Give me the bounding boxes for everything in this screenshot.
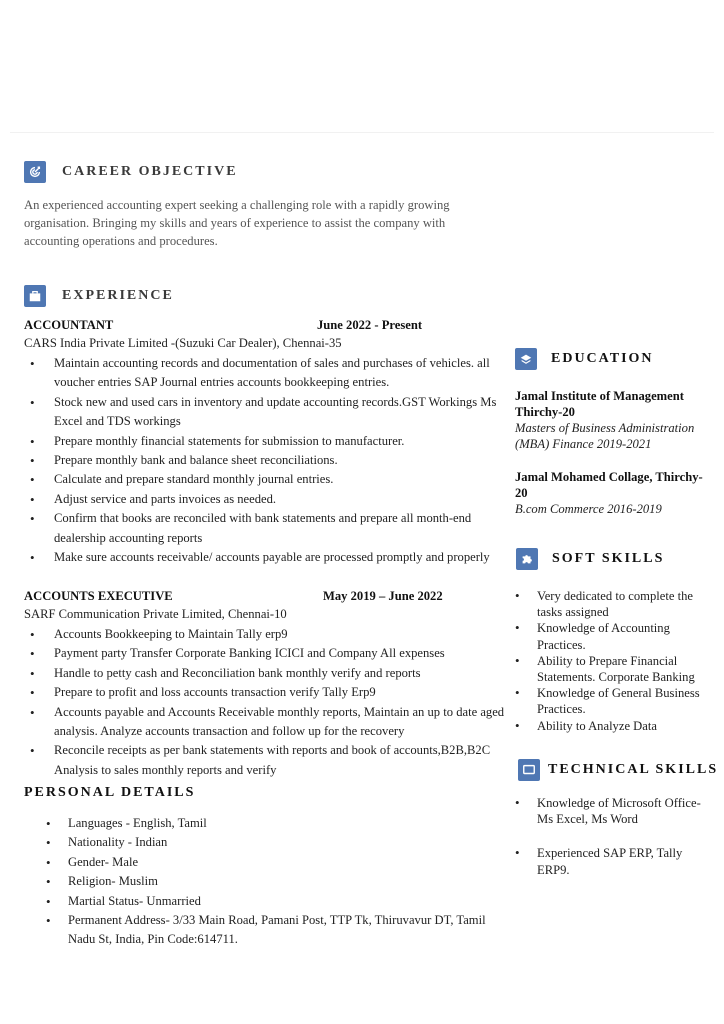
- career-objective-header: [24, 161, 238, 183]
- list-item: • Knowledge of Accounting Practices.: [515, 620, 720, 652]
- job-dates: June 2022 - Present: [317, 318, 423, 332]
- job-company: SARF Communication Private Limited, Chennai-10: [24, 607, 287, 621]
- list-item: • Prepare monthly financial statements for submission to manufacturer.: [24, 432, 510, 451]
- education-degree: B.com Commerce 2016-2019: [515, 502, 662, 516]
- list-item: • Gender- Male: [24, 853, 504, 872]
- job-bullets: [24, 354, 510, 567]
- soft-skills-list: [515, 588, 720, 734]
- list-item: • Knowledge of Microsoft Office-Ms Excel, Ms Word: [515, 795, 715, 827]
- list-item: • Accounts Bookkeeping to Maintain Tally erp9: [24, 625, 510, 644]
- job-title: ACCOUNTS EXECUTIVE: [24, 589, 173, 603]
- section-title: EDUCATION: [551, 351, 654, 366]
- list-item: • Payment party Transfer Corporate Banking ICICI and Company All expenses: [24, 644, 510, 663]
- header-divider: [10, 132, 714, 133]
- list-item: • Stock new and used cars in inventory and update accounting records.GST Workings Ms Excel and TDS workings: [24, 393, 510, 432]
- list-item: • Ability to Prepare Financial Statements. Corporate Banking: [515, 653, 720, 685]
- technical-skills-header: [518, 759, 718, 781]
- list-item: • Martial Status- Unmarried: [24, 892, 504, 911]
- section-title: SOFT SKILLS: [552, 551, 665, 566]
- list-item: • Very dedicated to complete the tasks assigned: [515, 588, 720, 620]
- education-institution: Jamal Institute of Management Thirchy-20: [515, 389, 684, 419]
- personal-details-title: PERSONAL DETAILS: [24, 785, 196, 800]
- list-item: • Prepare to profit and loss accounts transaction verify Tally Erp9: [24, 683, 510, 702]
- list-item: • Accounts payable and Accounts Receivable monthly reports, Maintain an up to date aged analysis. Analyze accounts transaction and follow up for the recovery: [24, 703, 510, 742]
- list-item: • Knowledge of General Business Practices.: [515, 685, 720, 717]
- list-item: • Maintain accounting records and documentation of sales and purchases of vehicles. all voucher entries SAP Journal entries accounts bookkeeping entries.: [24, 354, 510, 393]
- section-title: CAREER OBJECTIVE: [62, 164, 238, 179]
- technical-skills-list: [515, 795, 715, 878]
- list-item: • Ability to Analyze Data: [515, 718, 720, 734]
- soft-skills-header: [516, 548, 664, 570]
- job-dates: May 2019 – June 2022: [323, 589, 443, 603]
- list-item: • Prepare monthly bank and balance sheet reconciliations.: [24, 451, 510, 470]
- monitor-icon: [518, 759, 540, 781]
- list-item: • Experienced SAP ERP, Tally ERP9.: [515, 845, 715, 877]
- list-item: • Calculate and prepare standard monthly journal entries.: [24, 470, 510, 489]
- job-bullets: [24, 625, 510, 780]
- section-title: EXPERIENCE: [62, 288, 174, 303]
- list-item: • Handle to petty cash and Reconciliation bank monthly verify and reports: [24, 664, 510, 683]
- list-item: • Make sure accounts receivable/ accounts payable are processed promptly and properly: [24, 548, 510, 567]
- education-degree: Masters of Business Administration (MBA) Finance 2019-2021: [515, 421, 695, 451]
- briefcase-icon: [24, 285, 46, 307]
- list-item: • Permanent Address- 3/33 Main Road, Pamani Post, TTP Tk, Thiruvavur DT, Tamil Nadu St, India, Pin Code:614711.: [24, 911, 504, 950]
- education-institution: Jamal Mohamed Collage, Thirchy-20: [515, 470, 703, 500]
- career-objective-text: An experienced accounting expert seeking a challenging role with a rapidly growing organisation. Bringing my skills and years of experience to assist the company with accounting operations and procedures.: [24, 198, 450, 248]
- list-item: • Nationality - Indian: [24, 833, 504, 852]
- list-item: • Religion- Muslim: [24, 872, 504, 891]
- puzzle-icon: [516, 548, 538, 570]
- list-item: • Languages - English, Tamil: [24, 814, 504, 833]
- job-company: CARS India Private Limited -(Suzuki Car Dealer), Chennai-35: [24, 336, 342, 350]
- job-title: ACCOUNTANT: [24, 318, 114, 332]
- graduation-cap-icon: [515, 348, 537, 370]
- target-icon: [24, 161, 46, 183]
- personal-details-list: [24, 814, 504, 950]
- list-item: • Confirm that books are reconciled with bank statements and prepare all month-end dealership accounting reports: [24, 509, 510, 548]
- list-item: • Reconcile receipts as per bank statements with reports and book of accounts,B2B,B2C Analysis to sales monthly reports and verify: [24, 741, 510, 780]
- education-header: [515, 348, 654, 370]
- section-title: TECHNICAL SKILLS: [548, 762, 719, 777]
- experience-header: [24, 285, 174, 307]
- list-item: • Adjust service and parts invoices as needed.: [24, 490, 510, 509]
